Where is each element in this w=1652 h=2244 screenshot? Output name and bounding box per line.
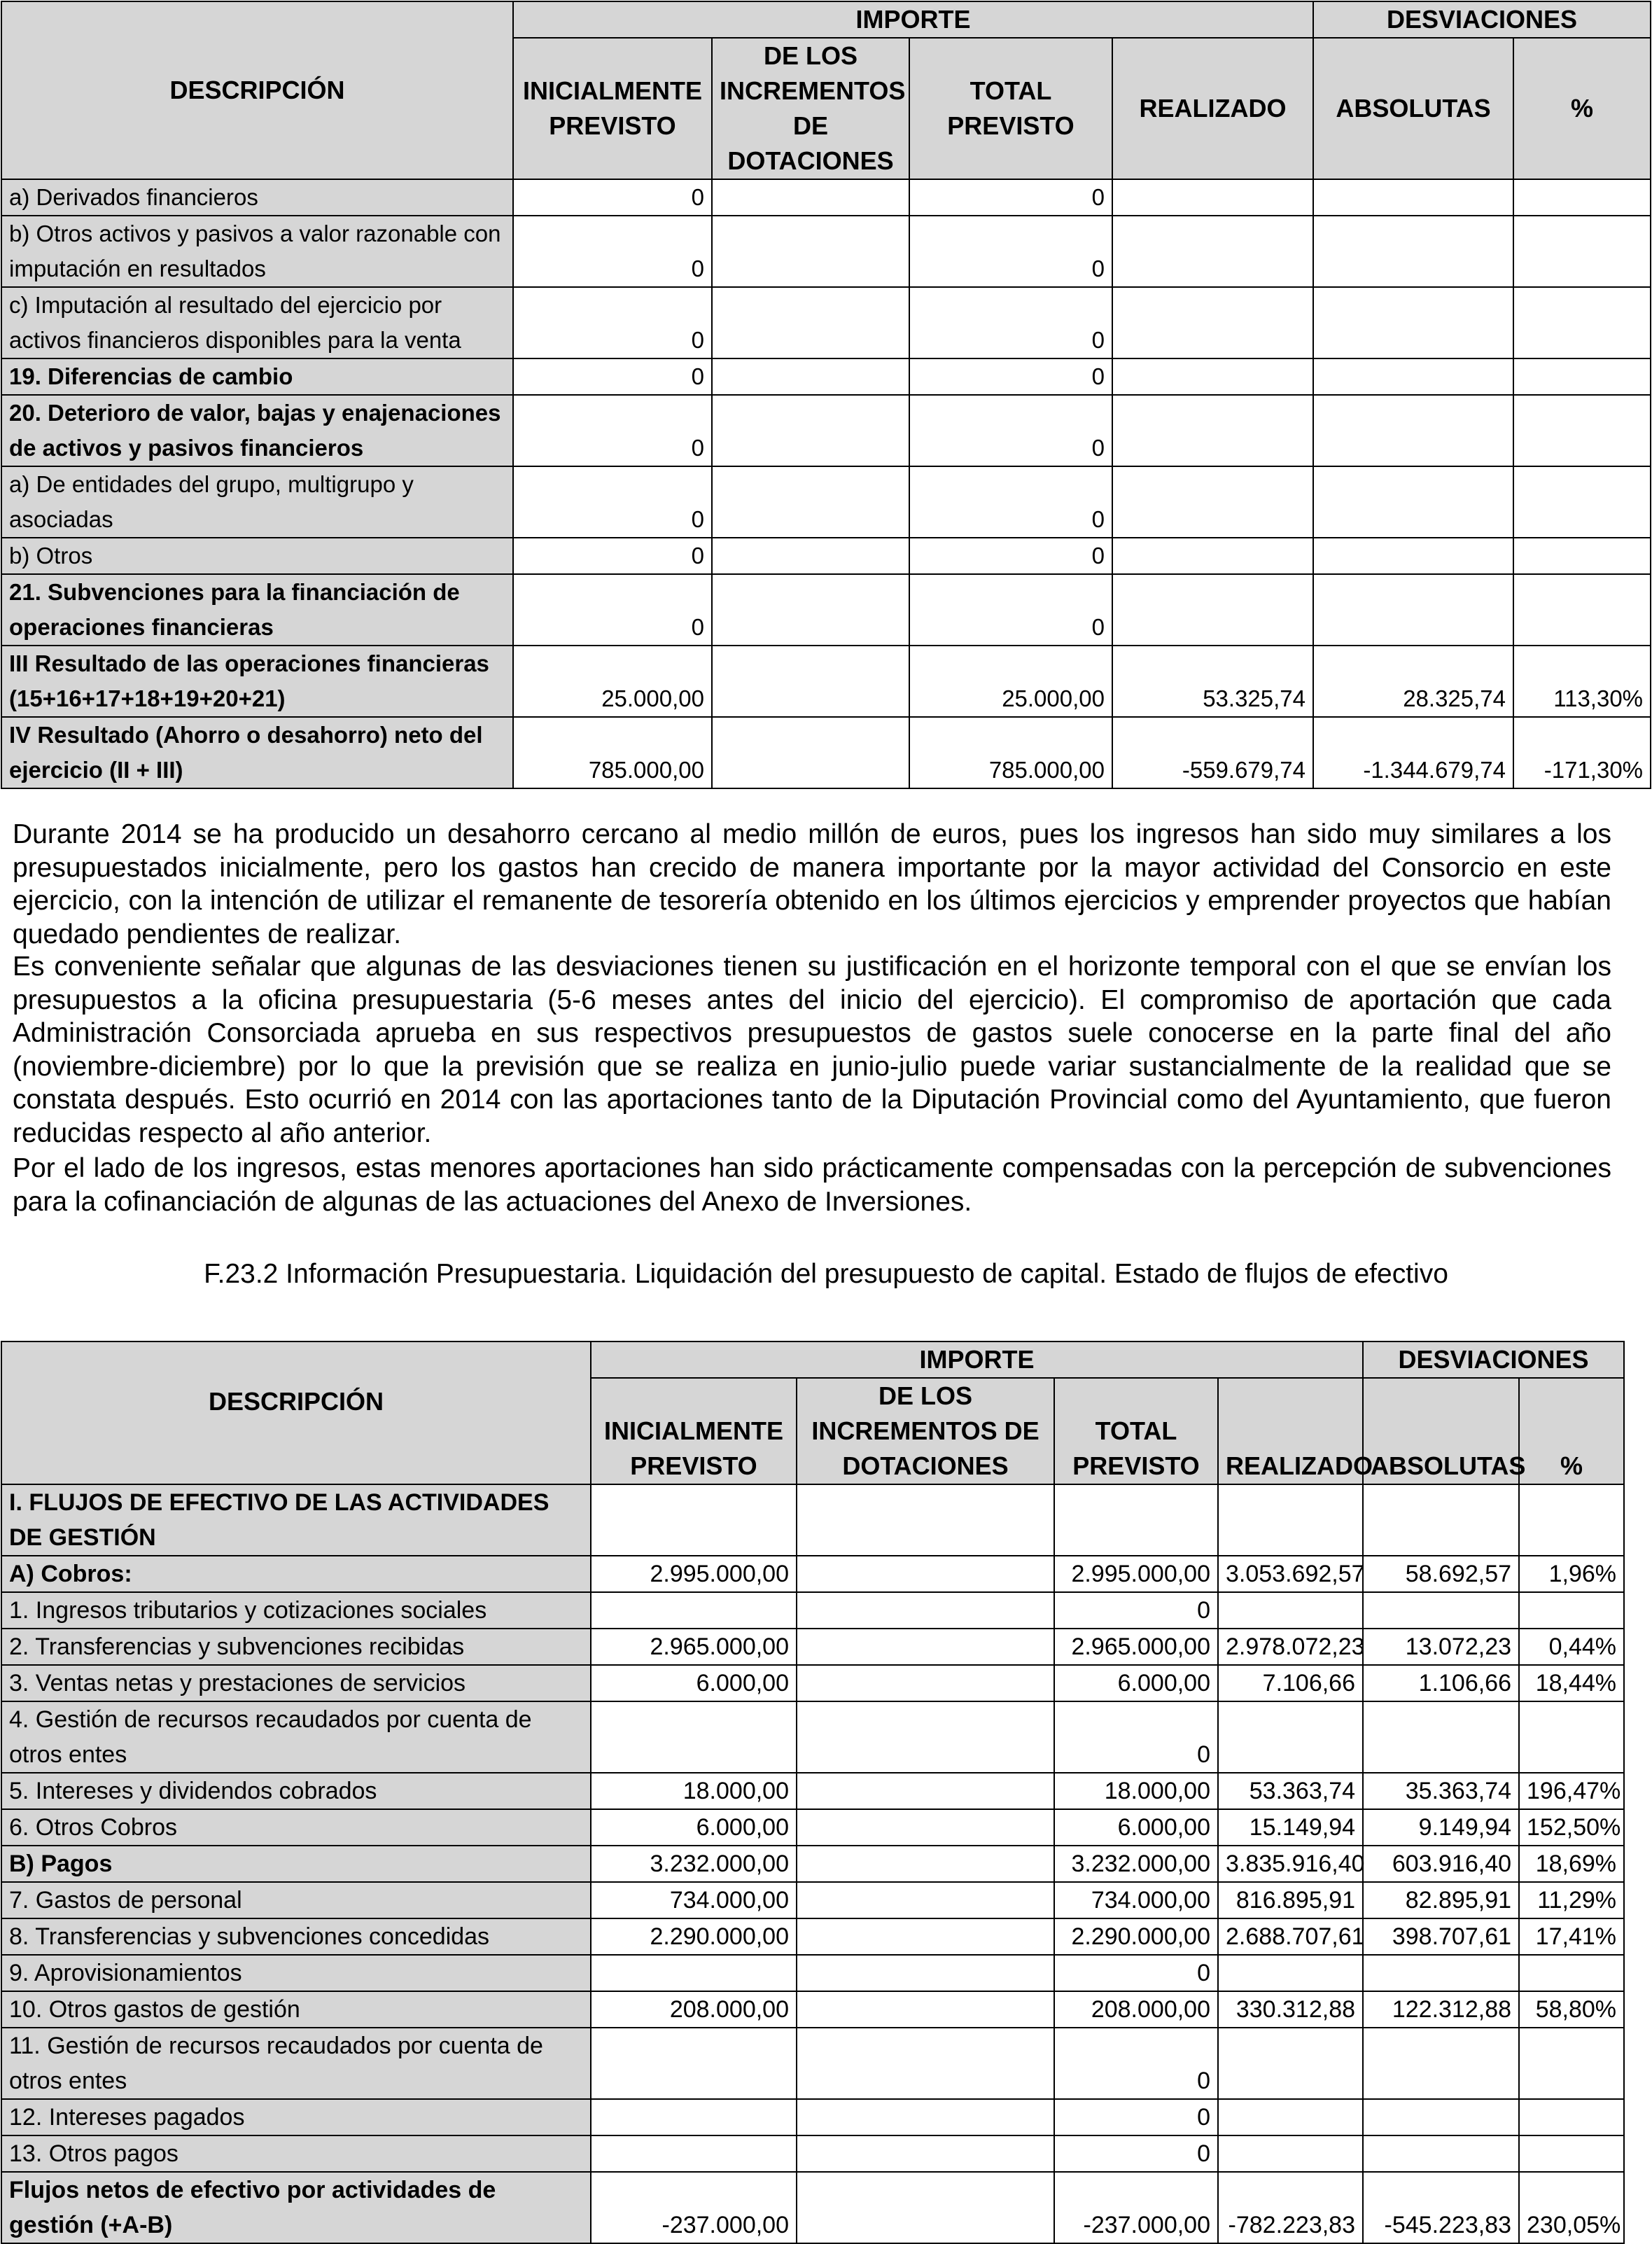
- cell-realizado: [1218, 2135, 1363, 2172]
- cell-total-previsto: 0: [909, 358, 1112, 395]
- cell-absolutas: -545.223,83: [1363, 2172, 1519, 2243]
- cell-absolutas: -1.344.679,74: [1313, 717, 1513, 788]
- cell-pct: [1513, 395, 1651, 466]
- table-row: [1, 179, 1651, 216]
- cell-absolutas: [1363, 1484, 1519, 1556]
- cell-total-previsto: 0: [909, 287, 1112, 358]
- cell-pct: 113,30%: [1513, 646, 1651, 717]
- cell-realizado: 7.106,66: [1218, 1665, 1363, 1701]
- cell-inicialmente-previsto: 2.995.000,00: [591, 1556, 797, 1592]
- cell-incrementos: [712, 646, 909, 717]
- table-row: [1, 1665, 1624, 1701]
- cell-pct: -171,30%: [1513, 717, 1651, 788]
- row-description: 3. Ventas netas y prestaciones de servicios: [1, 1665, 591, 1701]
- cell-incrementos: [797, 1701, 1054, 1773]
- cell-inicialmente-previsto: [591, 2135, 797, 2172]
- cell-incrementos: [712, 574, 909, 646]
- cell-absolutas: [1313, 574, 1513, 646]
- operaciones-financieras-table: [1, 1, 1651, 789]
- cell-pct: [1519, 1484, 1624, 1556]
- header-descripcion: DESCRIPCIÓN: [1, 1341, 591, 1484]
- cell-realizado: [1112, 358, 1313, 395]
- cell-incrementos: [712, 395, 909, 466]
- cell-realizado: [1112, 216, 1313, 287]
- table-row: [1, 2135, 1624, 2172]
- table-row: [1, 1484, 1624, 1556]
- row-description: A) Cobros:: [1, 1556, 591, 1592]
- table-row: [1, 1955, 1624, 1991]
- cell-inicialmente-previsto: [591, 1592, 797, 1629]
- cell-pct: [1513, 287, 1651, 358]
- cell-absolutas: 13.072,23: [1363, 1629, 1519, 1665]
- cell-absolutas: [1313, 466, 1513, 538]
- header-total-previsto: TOTAL PREVISTO: [1054, 1378, 1218, 1484]
- cell-inicialmente-previsto: 3.232.000,00: [591, 1846, 797, 1882]
- cell-realizado: [1112, 466, 1313, 538]
- table-row: [1, 1556, 1624, 1592]
- cell-pct: 152,50%: [1519, 1809, 1624, 1846]
- cell-realizado: [1218, 2028, 1363, 2099]
- cell-inicialmente-previsto: 18.000,00: [591, 1773, 797, 1809]
- header-descripcion: DESCRIPCIÓN: [1, 1, 513, 179]
- cell-inicialmente-previsto: 2.290.000,00: [591, 1918, 797, 1955]
- row-description: Flujos netos de efectivo por actividades de gestión (+A-B): [1, 2172, 591, 2243]
- cell-realizado: 816.895,91: [1218, 1882, 1363, 1918]
- header-pct: %: [1519, 1378, 1624, 1484]
- cell-total-previsto: 25.000,00: [909, 646, 1112, 717]
- row-description: 10. Otros gastos de gestión: [1, 1991, 591, 2028]
- row-description: a) Derivados financieros: [1, 179, 513, 216]
- cell-pct: [1519, 1701, 1624, 1773]
- cell-inicialmente-previsto: 0: [513, 216, 712, 287]
- cell-incrementos: [712, 717, 909, 788]
- row-description: 9. Aprovisionamientos: [1, 1955, 591, 1991]
- header-importe: IMPORTE: [591, 1341, 1363, 1378]
- paragraph-desahorro: Durante 2014 se ha producido un desahorro cercano al medio millón de euros, pues los ingresos han sido muy similares a los presupuestados inicialmente, pero los gastos han crecido de manera importante por la mayor actividad del Consorcio en este ejercicio, con la intención de utilizar el remanente de tesorería obtenido en los últimos ejercicios y emprender proyectos que habían quedado pendientes de realizar.: [13, 819, 1611, 949]
- cell-pct: 0,44%: [1519, 1629, 1624, 1665]
- cell-absolutas: [1363, 2099, 1519, 2135]
- row-description: 12. Intereses pagados: [1, 2099, 591, 2135]
- cell-pct: 18,69%: [1519, 1846, 1624, 1882]
- cell-pct: [1519, 1592, 1624, 1629]
- cell-pct: [1519, 2028, 1624, 2099]
- cell-absolutas: [1313, 287, 1513, 358]
- row-description: 11. Gestión de recursos recaudados por cuenta de otros entes: [1, 2028, 591, 2099]
- cell-total-previsto: 785.000,00: [909, 717, 1112, 788]
- row-description: 21. Subvenciones para la financiación de operaciones financieras: [1, 574, 513, 646]
- cell-realizado: -782.223,83: [1218, 2172, 1363, 2243]
- cell-incrementos: [797, 1955, 1054, 1991]
- cell-incrementos: [797, 1484, 1054, 1556]
- cell-realizado: [1218, 1592, 1363, 1629]
- cell-realizado: 330.312,88: [1218, 1991, 1363, 2028]
- table-row: [1, 287, 1651, 358]
- header-inicialmente-previsto: INICIALMENTE PREVISTO: [591, 1378, 797, 1484]
- cell-realizado: 3.053.692,57: [1218, 1556, 1363, 1592]
- header-inicialmente-previsto: INICIALMENTE PREVISTO: [513, 38, 712, 179]
- cell-realizado: [1218, 1484, 1363, 1556]
- table-row: [1, 466, 1651, 538]
- row-description: 19. Diferencias de cambio: [1, 358, 513, 395]
- cell-realizado: -559.679,74: [1112, 717, 1313, 788]
- cell-pct: 18,44%: [1519, 1665, 1624, 1701]
- cell-realizado: 15.149,94: [1218, 1809, 1363, 1846]
- table-row: [1, 216, 1651, 287]
- flujos-efectivo-table: [1, 1341, 1625, 2244]
- row-description: 1. Ingresos tributarios y cotizaciones sociales: [1, 1592, 591, 1629]
- cell-inicialmente-previsto: 0: [513, 179, 712, 216]
- cell-pct: 17,41%: [1519, 1918, 1624, 1955]
- cell-inicialmente-previsto: 25.000,00: [513, 646, 712, 717]
- cell-absolutas: [1363, 1592, 1519, 1629]
- cell-total-previsto: 0: [1054, 1701, 1218, 1773]
- row-description: 2. Transferencias y subvenciones recibidas: [1, 1629, 591, 1665]
- cell-absolutas: [1313, 358, 1513, 395]
- cell-absolutas: [1363, 1701, 1519, 1773]
- cell-realizado: 2.688.707,61: [1218, 1918, 1363, 1955]
- table-row: [1, 717, 1651, 788]
- header-absolutas: ABSOLUTAS: [1313, 38, 1513, 179]
- cell-absolutas: 58.692,57: [1363, 1556, 1519, 1592]
- cell-incrementos: [797, 1556, 1054, 1592]
- cell-inicialmente-previsto: 734.000,00: [591, 1882, 797, 1918]
- cell-total-previsto: 2.995.000,00: [1054, 1556, 1218, 1592]
- cell-realizado: [1218, 2099, 1363, 2135]
- header-incrementos-dotaciones: DE LOS INCREMENTOS DE DOTACIONES: [712, 38, 909, 179]
- header-total-previsto: TOTAL PREVISTO: [909, 38, 1112, 179]
- cell-inicialmente-previsto: 0: [513, 574, 712, 646]
- cell-realizado: 53.325,74: [1112, 646, 1313, 717]
- cell-pct: 1,96%: [1519, 1556, 1624, 1592]
- cell-realizado: 2.978.072,23: [1218, 1629, 1363, 1665]
- cell-absolutas: 122.312,88: [1363, 1991, 1519, 2028]
- cell-inicialmente-previsto: [591, 1484, 797, 1556]
- cell-incrementos: [797, 1629, 1054, 1665]
- table-row: [1, 1592, 1624, 1629]
- cell-incrementos: [712, 538, 909, 574]
- cell-total-previsto: 6.000,00: [1054, 1665, 1218, 1701]
- cell-total-previsto: [1054, 1484, 1218, 1556]
- cell-pct: 230,05%: [1519, 2172, 1624, 2243]
- cell-inicialmente-previsto: -237.000,00: [591, 2172, 797, 2243]
- cell-total-previsto: 0: [909, 538, 1112, 574]
- row-description: 8. Transferencias y subvenciones concedidas: [1, 1918, 591, 1955]
- cell-incrementos: [712, 358, 909, 395]
- cell-inicialmente-previsto: 2.965.000,00: [591, 1629, 797, 1665]
- cell-realizado: 3.835.916,40: [1218, 1846, 1363, 1882]
- table-row: [1, 2172, 1624, 2243]
- cell-total-previsto: 734.000,00: [1054, 1882, 1218, 1918]
- cell-inicialmente-previsto: 0: [513, 466, 712, 538]
- cell-incrementos: [712, 466, 909, 538]
- cell-pct: [1513, 216, 1651, 287]
- row-description: 6. Otros Cobros: [1, 1809, 591, 1846]
- cell-total-previsto: 6.000,00: [1054, 1809, 1218, 1846]
- cell-realizado: [1112, 574, 1313, 646]
- table-row: [1, 358, 1651, 395]
- cell-absolutas: 1.106,66: [1363, 1665, 1519, 1701]
- header-realizado: REALIZADO: [1112, 38, 1313, 179]
- cell-total-previsto: 0: [1054, 1955, 1218, 1991]
- cell-incrementos: [797, 2028, 1054, 2099]
- cell-incrementos: [712, 179, 909, 216]
- row-description: c) Imputación al resultado del ejercicio por activos financieros disponibles para la venta: [1, 287, 513, 358]
- row-description: I. FLUJOS DE EFECTIVO DE LAS ACTIVIDADES DE GESTIÓN: [1, 1484, 591, 1556]
- cell-absolutas: 82.895,91: [1363, 1882, 1519, 1918]
- header-absolutas: ABSOLUTAS: [1363, 1378, 1519, 1484]
- cell-total-previsto: -237.000,00: [1054, 2172, 1218, 2243]
- cell-inicialmente-previsto: 6.000,00: [591, 1809, 797, 1846]
- cell-total-previsto: 0: [909, 395, 1112, 466]
- cell-realizado: 53.363,74: [1218, 1773, 1363, 1809]
- cell-inicialmente-previsto: 0: [513, 538, 712, 574]
- cell-incrementos: [797, 1773, 1054, 1809]
- cell-realizado: [1112, 395, 1313, 466]
- row-description: 20. Deterioro de valor, bajas y enajenaciones de activos y pasivos financieros: [1, 395, 513, 466]
- table-row: [1, 1629, 1624, 1665]
- row-description: III Resultado de las operaciones financieras (15+16+17+18+19+20+21): [1, 646, 513, 717]
- cell-total-previsto: 0: [1054, 2028, 1218, 2099]
- header-incrementos-dotaciones: DE LOS INCREMENTOS DE DOTACIONES: [797, 1378, 1054, 1484]
- cell-incrementos: [797, 2135, 1054, 2172]
- cell-absolutas: [1363, 2135, 1519, 2172]
- row-description: 5. Intereses y dividendos cobrados: [1, 1773, 591, 1809]
- table-row: [1, 646, 1651, 717]
- table-row: [1, 538, 1651, 574]
- table1-body: [1, 179, 1651, 788]
- table-row: [1, 1918, 1624, 1955]
- cell-incrementos: [797, 2099, 1054, 2135]
- header-desviaciones: DESVIACIONES: [1363, 1341, 1624, 1378]
- cell-incrementos: [712, 287, 909, 358]
- cell-pct: [1513, 466, 1651, 538]
- cell-absolutas: 9.149,94: [1363, 1809, 1519, 1846]
- cell-total-previsto: 208.000,00: [1054, 1991, 1218, 2028]
- cell-total-previsto: 0: [1054, 2135, 1218, 2172]
- cell-realizado: [1112, 538, 1313, 574]
- cell-pct: [1513, 358, 1651, 395]
- cell-inicialmente-previsto: 0: [513, 287, 712, 358]
- cell-absolutas: 35.363,74: [1363, 1773, 1519, 1809]
- cell-absolutas: 28.325,74: [1313, 646, 1513, 717]
- row-description: b) Otros: [1, 538, 513, 574]
- cell-absolutas: [1363, 2028, 1519, 2099]
- header-pct: %: [1513, 38, 1651, 179]
- cell-incrementos: [797, 1918, 1054, 1955]
- cell-realizado: [1218, 1701, 1363, 1773]
- cell-total-previsto: 18.000,00: [1054, 1773, 1218, 1809]
- cell-realizado: [1218, 1955, 1363, 1991]
- cell-pct: [1519, 2099, 1624, 2135]
- cell-pct: [1513, 179, 1651, 216]
- table-row: [1, 1846, 1624, 1882]
- cell-inicialmente-previsto: [591, 1701, 797, 1773]
- cell-total-previsto: 2.965.000,00: [1054, 1629, 1218, 1665]
- cell-absolutas: [1313, 216, 1513, 287]
- row-description: B) Pagos: [1, 1846, 591, 1882]
- table-row: [1, 1773, 1624, 1809]
- cell-incrementos: [797, 1846, 1054, 1882]
- cell-total-previsto: 0: [909, 466, 1112, 538]
- cell-inicialmente-previsto: [591, 2099, 797, 2135]
- table-row: [1, 574, 1651, 646]
- cell-pct: 196,47%: [1519, 1773, 1624, 1809]
- cell-total-previsto: 0: [1054, 1592, 1218, 1629]
- cell-absolutas: 603.916,40: [1363, 1846, 1519, 1882]
- cell-absolutas: [1363, 1955, 1519, 1991]
- table-row: [1, 1882, 1624, 1918]
- table-row: [1, 2099, 1624, 2135]
- row-description: 7. Gastos de personal: [1, 1882, 591, 1918]
- cell-absolutas: [1313, 179, 1513, 216]
- cell-incrementos: [797, 1665, 1054, 1701]
- cell-absolutas: 398.707,61: [1363, 1918, 1519, 1955]
- cell-incrementos: [797, 1809, 1054, 1846]
- cell-total-previsto: 0: [1054, 2099, 1218, 2135]
- row-description: IV Resultado (Ahorro o desahorro) neto del ejercicio (II + III): [1, 717, 513, 788]
- cell-incrementos: [712, 216, 909, 287]
- paragraph-desviaciones: Es conveniente señalar que algunas de las desviaciones tienen su justificación en el horizonte temporal con el que se envían los presupuestos a la oficina presupuestaria (5-6 meses antes del inicio del ejercicio). El compromiso de aportación que cada Administración Consorciada aprueba en sus respectivos presupuestos de gastos suele conocerse en la parte final del año (noviembre-diciembre) por lo que la previsión que se realiza en junio-julio puede variar sustancialmente de la realidad que se constata después. Esto ocurrió en 2014 con las aportaciones tanto de la Diputación Provincial como del Ayuntamiento, que fueron reducidas respecto al año anterior.: [13, 952, 1611, 1148]
- cell-total-previsto: 0: [909, 179, 1112, 216]
- cell-realizado: [1112, 179, 1313, 216]
- row-description: 13. Otros pagos: [1, 2135, 591, 2172]
- cell-incrementos: [797, 1991, 1054, 2028]
- table2-body: [1, 1484, 1624, 2243]
- table-row: [1, 1701, 1624, 1773]
- cell-realizado: [1112, 287, 1313, 358]
- cell-pct: [1513, 538, 1651, 574]
- cell-pct: [1519, 1955, 1624, 1991]
- cell-inicialmente-previsto: 208.000,00: [591, 1991, 797, 2028]
- table-row: [1, 1991, 1624, 2028]
- cell-inicialmente-previsto: 0: [513, 395, 712, 466]
- section-caption: F.23.2 Información Presupuestaria. Liquidación del presupuesto de capital. Estado de flujos de efectivo: [204, 1259, 1448, 1289]
- table-row: [1, 1809, 1624, 1846]
- cell-pct: [1513, 574, 1651, 646]
- cell-absolutas: [1313, 395, 1513, 466]
- cell-pct: 11,29%: [1519, 1882, 1624, 1918]
- table-row: [1, 395, 1651, 466]
- cell-absolutas: [1313, 538, 1513, 574]
- cell-pct: [1519, 2135, 1624, 2172]
- cell-inicialmente-previsto: 785.000,00: [513, 717, 712, 788]
- cell-incrementos: [797, 1592, 1054, 1629]
- row-description: 4. Gestión de recursos recaudados por cuenta de otros entes: [1, 1701, 591, 1773]
- cell-pct: 58,80%: [1519, 1991, 1624, 2028]
- cell-total-previsto: 3.232.000,00: [1054, 1846, 1218, 1882]
- row-description: b) Otros activos y pasivos a valor razonable con imputación en resultados: [1, 216, 513, 287]
- cell-incrementos: [797, 1882, 1054, 1918]
- table-row: [1, 2028, 1624, 2099]
- header-realizado: REALIZADO: [1218, 1378, 1363, 1484]
- header-desviaciones: DESVIACIONES: [1313, 1, 1651, 38]
- cell-inicialmente-previsto: [591, 2028, 797, 2099]
- cell-inicialmente-previsto: 0: [513, 358, 712, 395]
- cell-inicialmente-previsto: [591, 1955, 797, 1991]
- cell-incrementos: [797, 2172, 1054, 2243]
- cell-total-previsto: 0: [909, 574, 1112, 646]
- cell-total-previsto: 0: [909, 216, 1112, 287]
- cell-inicialmente-previsto: 6.000,00: [591, 1665, 797, 1701]
- row-description: a) De entidades del grupo, multigrupo y asociadas: [1, 466, 513, 538]
- paragraph-ingresos: Por el lado de los ingresos, estas menores aportaciones han sido prácticamente compensadas con la percepción de subvenciones para la cofinanciación de algunas de las actuaciones del Anexo de Inversiones.: [13, 1153, 1611, 1217]
- cell-total-previsto: 2.290.000,00: [1054, 1918, 1218, 1955]
- header-importe: IMPORTE: [513, 1, 1313, 38]
